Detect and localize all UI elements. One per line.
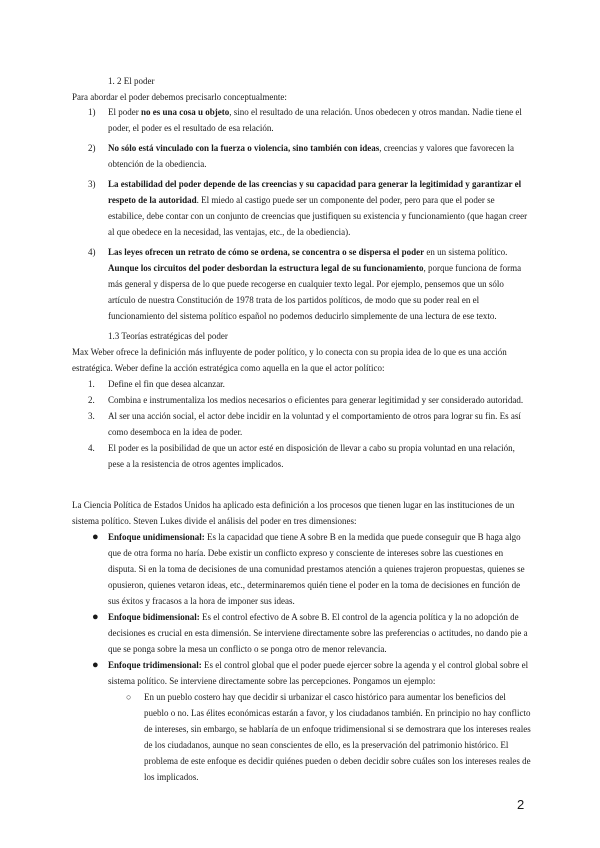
list-item: ○ En un pueblo costero hay que decidir si urbanizar el casco histórico para aumentar los beneficios del pueblo o no. Las élites económicas estarán a favor, y los ciudadanos también. En principio no hay conflicto de intereses, sin embargo, se hablaría de un enfoque tridimensional si se demostrara que los intereses reales de los ciudadanos, aunque no sean conscientes de ello, es la preservación del patrimonio histórico. El problema de este enfoque es decidir quiénes pueden o deben decidir sobre cuáles son los intereses reales de los implicados.	[126, 692, 531, 782]
heading-teorias: 1.3 Teorías estratégicas del poder	[108, 331, 228, 341]
list-item: 4. El poder es la posibilidad de que un actor esté en disposición de llevar a cabo su propia voluntad en una relación, pese a la resistencia de otros agentes implicados.	[88, 443, 515, 469]
list-item: 1) El poder no es una cosa u objeto, sino el resultado de una relación. Unos obedecen y otros mandan. Nadie tiene el poder, el poder es el resultado de esa relación.	[88, 107, 522, 133]
list-item: 3) La estabilidad del poder depende de las creencias y su capacidad para generar la legitimidad y garantizar el respeto de la autoridad. El miedo al castigo puede ser un componente del poder, pero para que el poder se estabilice, debe contar con un conjunto de creencias que justifiquen su existencia y funcionamiento (que hagan creer al que obedece en la necesidad, las ventajas, etc., de la obediencia).	[88, 179, 528, 237]
intro-weber: Max Weber ofrece la definición más influyente de poder político, y lo conecta con su propia idea de lo que es una acción estratégica. Weber define la acción estratégica como aquella en la que el actor político:	[72, 347, 507, 373]
list-item: ● Enfoque tridimensional: Es el control global que el poder puede ejercer sobre la agenda y el control global sobre el sistema político. Se interviene directamente sobre las percepciones. Pongamos un ejemplo: ○ En un pueblo costero hay que decidir si urbanizar el casco histórico para aumentar los beneficios del pueblo o no. Las élites económicas estarán a favor, y los ciudadanos también. En principio no hay conflicto de intereses, sin embargo, se hablaría de un enfoque tridimensional si se demostrara que los intereses reales de los ciudadanos, aunque no sean conscientes de ello, es la preservación del patrimonio histórico. El problema de este enfoque es decidir quiénes pueden o deben decidir sobre cuáles son los intereses reales de los implicados.	[72, 657, 532, 785]
sub-list	[108, 689, 532, 785]
list-item: 3. Al ser una acción social, el actor debe incidir en la voluntad y el comportamiento de otros para lograr su fin. Es así como desemboca en la idea de poder.	[88, 411, 521, 437]
page-number: 2	[517, 797, 525, 812]
list-item: 1. Define el fin que desea alcanzar.	[88, 379, 225, 389]
dimensions-list	[72, 529, 532, 785]
weber-list	[72, 376, 532, 472]
list-item: ● Enfoque unidimensional: Es la capacidad que tiene A sobre B en la medida que puede conseguir que B haga algo que de otra forma no haría. Debe existir un conflicto expreso y consciente de intereses sobre las cuestiones en disputa. Si en la toma de decisiones de una comunidad prestamos atención a quienes trajeron propuestas, quienes se opusieron, quienes vetaron ideas, etc., determinaremos quién tiene el poder en la toma de decisiones en función de sus éxitos y fracasos a la hora de imponer sus ideas.	[92, 531, 525, 606]
list-item: 2) No sólo está vinculado con la fuerza o violencia, sino también con ideas, creencias y valores que favorecen la obtención de la obediencia.	[88, 143, 514, 169]
list-item: 2. Combina e instrumentaliza los medios necesarios o eficientes para generar legitimidad y ser considerado autoridad.	[88, 395, 524, 405]
list-item: ● Enfoque bidimensional: Es el control efectivo de A sobre B. El control de la agencia política y la no adopción de decisiones es crucial en esta dimensión. Se interviene directamente sobre las preferencias o actitudes, no dando pie a que se ponga sobre la mesa un conflicto o se ponga otro de menor relevancia.	[92, 611, 528, 654]
heading-el-poder: 1. 2 El poder	[108, 76, 155, 86]
poder-list	[72, 104, 532, 324]
intro-lukes: La Ciencia Política de Estados Unidos ha aplicado esta definición a los procesos que tienen lugar en las instituciones de un sistema político. Steven Lukes divide el análisis del poder en tres dimensiones:	[72, 500, 515, 526]
intro-el-poder: Para abordar el poder debemos precisarlo conceptualmente:	[72, 92, 287, 102]
list-item: 4) Las leyes ofrecen un retrato de cómo se ordena, se concentra o se dispersa el poder en un sistema político. Aunque los circuitos del poder desbordan la estructura legal de su funcionamiento, porque funciona de forma más general y dispersa de lo que puede recogerse en cualquier texto legal. Por ejemplo, pensemos que un sólo artículo de nuestra Constitución de 1978 trata de los partidos políticos, de modo que su poder real en el funcionamiento del sistema político español no podemos deducirlo simplemente de una lectura de ese texto.	[88, 247, 522, 321]
